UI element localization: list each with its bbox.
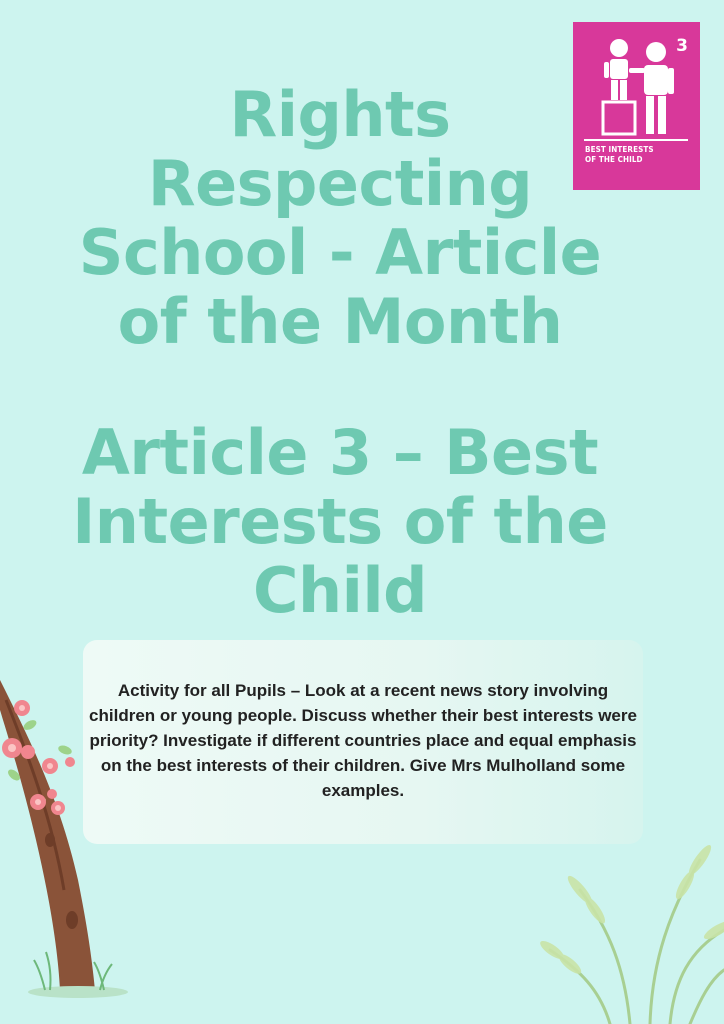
article-title: Article 3 – Best Interests of the Child [72, 416, 608, 627]
article-number: 3 [676, 36, 688, 56]
badge-label: BEST INTERESTS OF THE CHILD [585, 145, 654, 164]
page-title: Rights Respecting School - Article of the Month [78, 78, 602, 358]
grass-illustration [540, 830, 724, 1024]
activity-card [83, 640, 643, 844]
blossom-tree-illustration [0, 680, 140, 1000]
activity-text: Activity for all Pupils – Look at a recent news story involving children or young people. Discuss whether their best interests were priority? Investigate if different countries place and equal emphasis on the best interests of their children. Give Mrs Mulholland some examples. [89, 681, 637, 800]
